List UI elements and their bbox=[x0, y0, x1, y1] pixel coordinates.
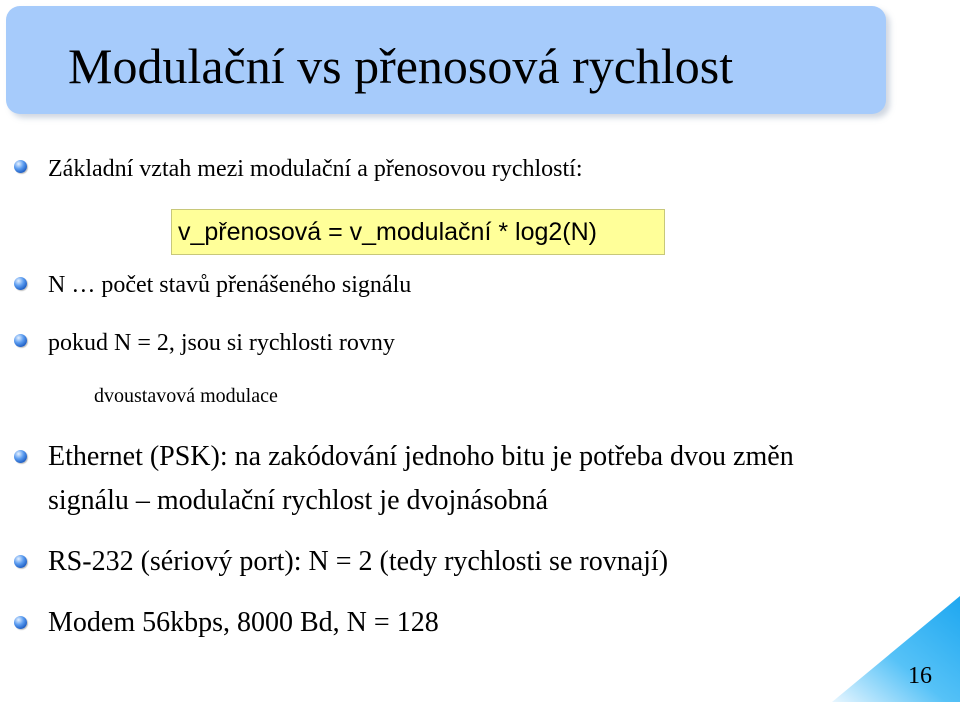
bullet-text-ethernet-line2: signálu – modulační rychlost je dvojnásobná bbox=[48, 485, 549, 516]
bullet-icon bbox=[14, 277, 27, 290]
sub-text-two-state-modulation: dvoustavová modulace bbox=[94, 385, 278, 407]
page-number: 16 bbox=[908, 663, 932, 689]
formula-text: v_přenosová = v_modulační * log2(N) bbox=[178, 218, 597, 246]
bullet-icon bbox=[14, 450, 27, 463]
bullet-icon bbox=[14, 334, 27, 347]
bullet-icon bbox=[14, 616, 27, 629]
slide-title: Modulační vs přenosová rychlost bbox=[68, 38, 734, 94]
formula-box bbox=[171, 209, 665, 255]
bullet-text-modem: Modem 56kbps, 8000 Bd, N = 128 bbox=[48, 607, 439, 638]
title-banner bbox=[6, 6, 886, 114]
bullet-text-n-states: N … počet stavů přenášeného signálu bbox=[48, 272, 412, 298]
bullet-text-ethernet-line1: Ethernet (PSK): na zakódování jednoho bitu je potřeba dvou změn bbox=[48, 441, 794, 472]
bullet-text-basic-relation: Základní vztah mezi modulační a přenosovou rychlostí: bbox=[48, 156, 583, 182]
bullet-icon bbox=[14, 555, 27, 568]
bullet-text-n-equals-2: pokud N = 2, jsou si rychlosti rovny bbox=[48, 330, 395, 356]
bullet-icon bbox=[14, 160, 27, 173]
bullet-text-rs232: RS-232 (sériový port): N = 2 (tedy rychlosti se rovnají) bbox=[48, 546, 669, 577]
corner-triangle-decoration bbox=[832, 596, 960, 702]
